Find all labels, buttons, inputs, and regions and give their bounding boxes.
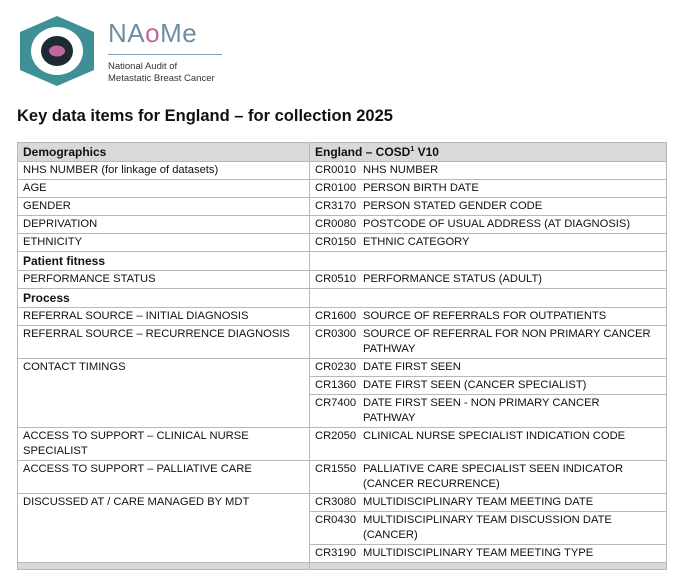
data-item-name: PERFORMANCE STATUS [18, 271, 310, 289]
header-cosd-version: V10 [414, 145, 439, 159]
table-next-header-strip [18, 563, 667, 570]
brand-name-part1: NA [108, 18, 146, 48]
cosd-item: PERSON BIRTH DATE [363, 182, 479, 194]
cosd-cell [310, 545, 667, 563]
cosd-item: DATE FIRST SEEN - NON PRIMARY CANCER PATHWAY [363, 397, 600, 424]
cosd-code: CR7400 [315, 397, 357, 409]
table-row [18, 234, 667, 252]
page-title: Key data items for England – for collection 2025 [17, 107, 393, 125]
cosd-item: NHS NUMBER [363, 164, 439, 176]
table-row [18, 359, 667, 377]
cosd-cell [310, 308, 667, 326]
cosd-code: CR1600 [315, 310, 357, 322]
brand-divider [108, 54, 222, 55]
header-cosd-footnote: 1 [410, 146, 415, 153]
cosd-cell [310, 162, 667, 180]
data-items-table-wrap [17, 142, 666, 570]
table-row [18, 162, 667, 180]
cosd-item: DATE FIRST SEEN (CANCER SPECIALIST) [363, 379, 587, 391]
brand-subtitle-line2: Metastatic Breast Cancer [108, 72, 215, 84]
cosd-item: PERFORMANCE STATUS (ADULT) [363, 273, 543, 285]
section-empty-cell [310, 289, 667, 308]
cosd-item: PALLIATIVE CARE SPECIALIST SEEN INDICATOR (CANCER RECURRENCE) [363, 463, 624, 490]
cosd-cell [310, 359, 667, 377]
cosd-cell [310, 180, 667, 198]
table-row [18, 308, 667, 326]
strip-cell [18, 563, 310, 570]
brand-name-o: o [145, 18, 161, 48]
data-item-name: ETHNICITY [18, 234, 310, 252]
cosd-cell [310, 512, 667, 545]
data-item-name: NHS NUMBER (for linkage of datasets) [18, 162, 310, 180]
brand-name-part2: Me [160, 18, 198, 48]
cosd-item: SOURCE OF REFERRALS FOR OUTPATIENTS [363, 310, 607, 322]
cosd-cell [310, 216, 667, 234]
cosd-cell [310, 271, 667, 289]
cosd-item: SOURCE OF REFERRAL FOR NON PRIMARY CANCER PATHWAY [363, 328, 651, 355]
table-row [18, 428, 667, 461]
table-row [18, 216, 667, 234]
cosd-item: MULTIDISCIPLINARY TEAM DISCUSSION DATE (CANCER) [363, 514, 612, 541]
cosd-cell [310, 428, 667, 461]
cosd-code: CR0100 [315, 182, 357, 194]
header-cosd-label: England – COSD [315, 145, 411, 159]
header-england-cosd [310, 143, 667, 162]
cosd-code: CR0080 [315, 218, 357, 230]
table-section-row [18, 252, 667, 271]
section-empty-cell [310, 252, 667, 271]
cosd-item: PERSON STATED GENDER CODE [363, 200, 543, 212]
cosd-item: ETHNIC CATEGORY [363, 236, 470, 248]
strip-cell [310, 563, 667, 570]
cosd-code: CR0150 [315, 236, 357, 248]
data-item-name: REFERRAL SOURCE – INITIAL DIAGNOSIS [18, 308, 310, 326]
table-row [18, 326, 667, 359]
cosd-code: CR0010 [315, 164, 357, 176]
section-heading: Patient fitness [18, 252, 310, 271]
data-item-name: DEPRIVATION [18, 216, 310, 234]
cosd-code: CR0430 [315, 514, 357, 526]
cosd-cell [310, 198, 667, 216]
cosd-cell [310, 395, 667, 428]
cosd-item: POSTCODE OF USUAL ADDRESS (AT DIAGNOSIS) [363, 218, 631, 230]
table-row [18, 271, 667, 289]
table-row [18, 198, 667, 216]
data-items-table [17, 142, 667, 570]
cosd-code: CR1360 [315, 379, 357, 391]
cosd-item: CLINICAL NURSE SPECIALIST INDICATION CODE [363, 430, 626, 442]
cosd-item: MULTIDISCIPLINARY TEAM MEETING DATE [363, 496, 594, 508]
cosd-code: CR2050 [315, 430, 357, 442]
data-item-name: REFERRAL SOURCE – RECURRENCE DIAGNOSIS [18, 326, 310, 359]
cosd-code: CR3170 [315, 200, 357, 212]
cosd-cell [310, 377, 667, 395]
cosd-code: CR0510 [315, 273, 357, 285]
section-heading: Process [18, 289, 310, 308]
cosd-code: CR3080 [315, 496, 357, 508]
brand-block [108, 18, 222, 84]
cosd-item: MULTIDISCIPLINARY TEAM MEETING TYPE [363, 547, 594, 559]
table-body [18, 162, 667, 570]
data-item-name: ACCESS TO SUPPORT – PALLIATIVE CARE [18, 461, 310, 494]
data-item-name: CONTACT TIMINGS [18, 359, 310, 428]
table-row [18, 180, 667, 198]
data-item-name: ACCESS TO SUPPORT – CLINICAL NURSE SPECIALIST [18, 428, 310, 461]
brand-name [108, 18, 222, 48]
cosd-item: DATE FIRST SEEN [363, 361, 461, 373]
cosd-code: CR1550 [315, 463, 357, 475]
naome-logo-icon [16, 14, 98, 88]
cosd-code: CR0300 [315, 328, 357, 340]
header-demographics: Demographics [18, 143, 310, 162]
table-section-row [18, 289, 667, 308]
table-row [18, 461, 667, 494]
data-item-name: GENDER [18, 198, 310, 216]
cosd-code: CR0230 [315, 361, 357, 373]
brand-subtitle-line1: National Audit of [108, 61, 178, 72]
cosd-cell [310, 326, 667, 359]
cosd-cell [310, 234, 667, 252]
data-item-name: AGE [18, 180, 310, 198]
cosd-code: CR3190 [315, 547, 357, 559]
data-item-name: DISCUSSED AT / CARE MANAGED BY MDT [18, 494, 310, 563]
table-row [18, 494, 667, 512]
cosd-cell [310, 494, 667, 512]
table-header-row [18, 143, 667, 162]
cosd-cell [310, 461, 667, 494]
